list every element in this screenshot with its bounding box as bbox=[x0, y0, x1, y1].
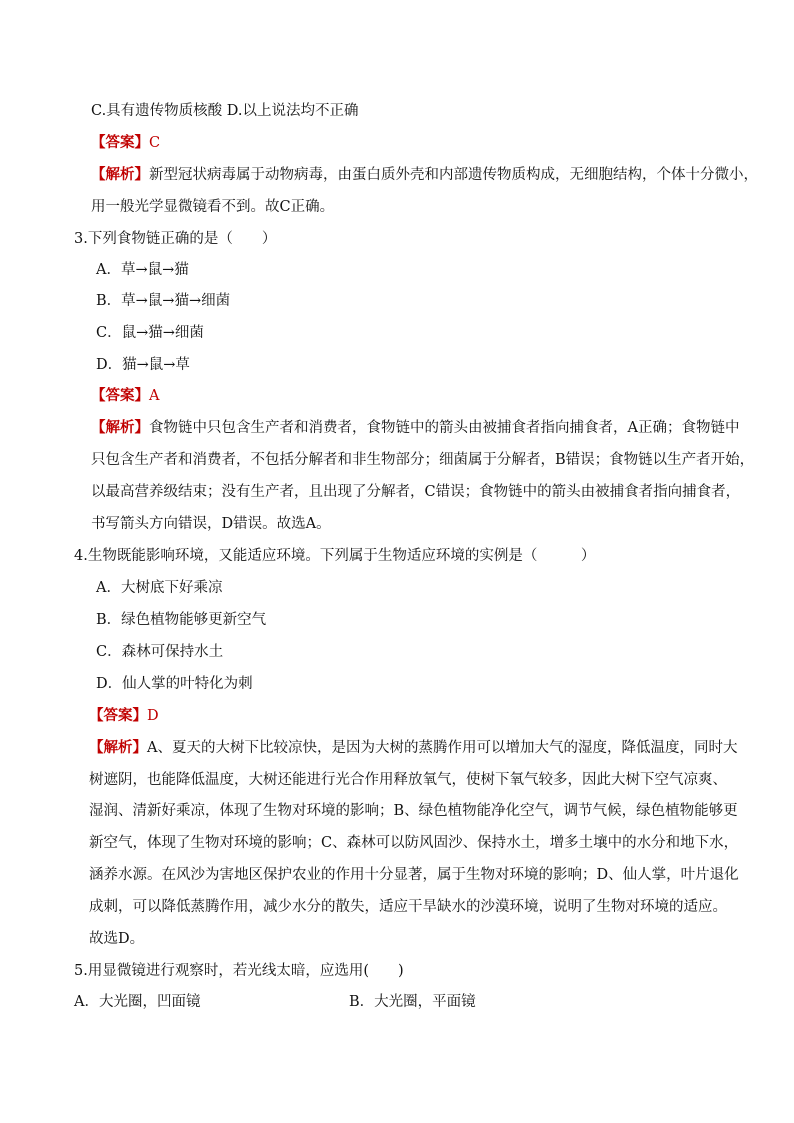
q4-option-a: A．大树底下好乘凉 bbox=[96, 580, 223, 596]
q4-option-b: B．绿色植物能够更新空气 bbox=[96, 612, 267, 628]
q4-stem: 4.生物既能影响环境，又能适应环境。下列属于生物适应环境的实例是（ ） bbox=[74, 548, 596, 564]
q4-analysis-line-3: 湿润、清新好乘凉，体现了生物对环境的影响；B、绿色植物能净化空气，调节气候，绿色植物能够更 bbox=[89, 803, 738, 819]
answer-tag: 【答案】 bbox=[89, 707, 147, 724]
q3-answer bbox=[91, 386, 159, 406]
answer-value: D bbox=[147, 708, 159, 724]
analysis-tag: 【解析】 bbox=[89, 739, 147, 756]
q5-option-b: B．大光圈，平面镜 bbox=[349, 994, 476, 1010]
q3-stem: 3.下列食物链正确的是（ ） bbox=[74, 231, 277, 247]
q4-analysis-line-6: 成刺，可以降低蒸腾作用，减少水分的散失，适应干旱缺水的沙漠环境，说明了生物对环境的适应。 bbox=[89, 899, 727, 915]
q3-analysis-line-2: 只包含生产者和消费者，不包括分解者和非生物部分；细菌属于分解者，B错误；食物链以生产者开始， bbox=[91, 452, 755, 468]
q2-answer bbox=[91, 133, 160, 153]
q5-stem: 5.用显微镜进行观察时，若光线太暗，应选用( ) bbox=[74, 963, 404, 979]
answer-tag: 【答案】 bbox=[91, 387, 149, 404]
analysis-tag: 【解析】 bbox=[91, 166, 149, 183]
answer-value: C bbox=[149, 135, 161, 151]
q4-answer bbox=[89, 706, 159, 726]
q4-analysis-line-5: 涵养水源。在风沙为害地区保护农业的作用十分显著，属于生物对环境的影响；D、仙人掌，叶片退化 bbox=[89, 867, 739, 883]
q3-analysis-line-3: 以最高营养级结束；没有生产者，且出现了分解者，C错误；食物链中的箭头由被捕食者指向捕食者， bbox=[91, 484, 741, 500]
q3-analysis-line-1 bbox=[91, 418, 739, 438]
q3-option-c: C．鼠→猫→细菌 bbox=[96, 325, 204, 341]
analysis-text: 新型冠状病毒属于动物病毒，由蛋白质外壳和内部遗传物质构成，无细胞结构，个体十分微小， bbox=[149, 167, 758, 183]
q3-option-a: A．草→鼠→猫 bbox=[96, 262, 189, 278]
q3-analysis-line-4: 书写箭头方向错误，D错误。故选A。 bbox=[91, 516, 331, 532]
answer-value: A bbox=[149, 388, 160, 404]
analysis-text: 食物链中只包含生产者和消费者，食物链中的箭头由被捕食者指向捕食者，A正确；食物链中 bbox=[149, 420, 740, 436]
q2-options-cd: C.具有遗传物质核酸 D.以上说法均不正确 bbox=[91, 103, 359, 119]
answer-tag: 【答案】 bbox=[91, 134, 149, 151]
q4-analysis-line-1 bbox=[89, 738, 737, 758]
q5-option-a: A．大光圈，凹面镜 bbox=[74, 994, 201, 1010]
q3-option-d: D．猫→鼠→草 bbox=[96, 357, 190, 373]
q4-option-d: D．仙人掌的叶特化为刺 bbox=[96, 676, 253, 692]
q4-option-c: C．森林可保持水土 bbox=[96, 644, 224, 660]
q4-analysis-line-2: 树遮阴，也能降低温度，大树还能进行光合作用释放氧气，使树下氧气较多，因此大树下空气凉爽、 bbox=[89, 772, 727, 788]
q4-analysis-line-7: 故选D。 bbox=[89, 931, 145, 947]
analysis-tag: 【解析】 bbox=[91, 419, 149, 436]
analysis-text: A、夏天的大树下比较凉快，是因为大树的蒸腾作用可以增加大气的湿度，降低温度，同时大 bbox=[147, 740, 738, 756]
q3-option-b: B．草→鼠→猫→细菌 bbox=[96, 293, 231, 309]
q4-analysis-line-4: 新空气，体现了生物对环境的影响；C、森林可以防风固沙、保持水土，增多土壤中的水分和地下水， bbox=[89, 835, 739, 851]
q2-analysis-line-1 bbox=[91, 165, 758, 185]
q2-analysis-line-2: 用一般光学显微镜看不到。故C正确。 bbox=[91, 199, 335, 215]
